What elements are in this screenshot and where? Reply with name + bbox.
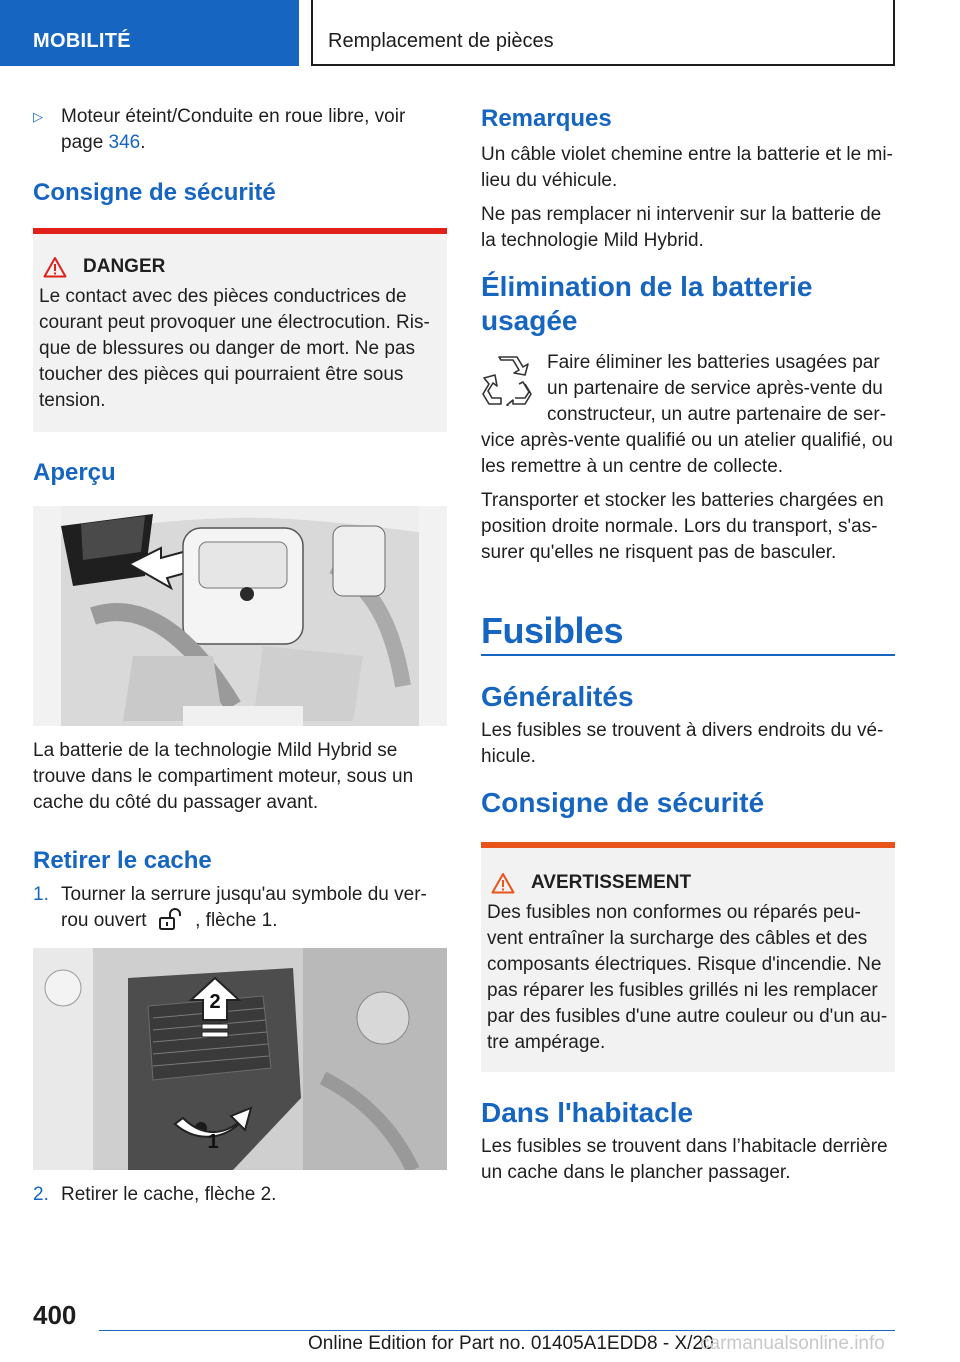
heading-rule	[481, 654, 895, 656]
danger-title-row	[39, 254, 441, 280]
step-number: 1.	[33, 884, 49, 905]
danger-box	[33, 228, 447, 432]
warning-title-row	[487, 870, 889, 896]
left-column	[33, 104, 447, 1208]
section-heading: Consigne de sécurité	[33, 179, 276, 206]
step-number: 2.	[33, 1184, 49, 1205]
footer-rule	[99, 1330, 895, 1331]
unlock-icon	[158, 908, 186, 930]
step-item: 1. Tourner la serrure jusqu'au symbole du ver-rou ouvert , flèche 1.	[33, 884, 427, 931]
disposal-paragraph: Faire éliminer les batteries usagées par un partenaire de service après-vente du constructeur, un autre partenaire de ser-	[547, 352, 887, 425]
engine-bay-photo	[33, 506, 447, 726]
right-column	[481, 104, 895, 1186]
cabin-text: Les fusibles se trouvent dans l’habitacle derrière un cache dans le plancher passager.	[481, 1136, 888, 1183]
disposal-paragraph: Transporter et stocker les batteries chargées en position droite normale. Lors du transport, s'as-surer qu'elles ne risquent pas de basculer.	[481, 490, 884, 563]
disposal-paragraph-cont: vice après-vente qualifié ou un atelier qualifié, ou les remettre à un centre de collecte.	[481, 430, 893, 477]
section-heading: Généralités	[481, 681, 634, 712]
warning-icon	[43, 256, 67, 278]
overview-text: La batterie de la technologie Mild Hybrid se trouve dans le compartiment moteur, sous un cache du côté du passager avant.	[33, 740, 414, 813]
page-link[interactable]: 346	[108, 132, 141, 153]
chapter-heading: Fusibles	[481, 610, 624, 651]
arrow-label-2: 2	[209, 991, 221, 1013]
remarks-paragraph: Un câble violet chemine entre la batterie et le mi-lieu du véhicule.	[481, 144, 893, 191]
section-heading: Élimination de la batterie usagée	[481, 271, 813, 336]
general-text: Les fusibles se trouvent à divers endroits du vé-hicule.	[481, 720, 884, 767]
warning-title: AVERTISSEMENT	[531, 872, 692, 893]
remarks-paragraph: Ne pas remplacer ni intervenir sur la batterie de la technologie Mild Hybrid.	[481, 204, 882, 251]
warning-box	[481, 842, 895, 1072]
section-heading: Consigne de sécurité	[481, 787, 765, 818]
danger-text: Le contact avec des pièces conductrices de courant peut provoquer une électrocution. Ris-que de blessures ou danger de mort. Ne pas toucher des pièces qui pourraient être sous tension.	[39, 286, 430, 411]
bullet-item: ▷ Moteur éteint/Conduite en roue libre, voir page 346.	[33, 106, 406, 153]
section-heading: Remarques	[481, 105, 612, 132]
chapter-title: Remplacement de pièces	[328, 30, 554, 52]
warning-text: Des fusibles non conformes ou réparés peu-vent entraîner la surcharge des câbles et des composants électriques. Risque d'incendie. Ne pas réparer les fusibles grillés ni les remplacer par des fusibles d'une autre couleur ou d'un au-tre ampérage.	[487, 902, 888, 1053]
section-heading: Dans l'habitacle	[481, 1097, 694, 1128]
arrow-label-1: 1	[207, 1131, 219, 1153]
warning-icon	[491, 872, 515, 894]
section-heading: Retirer le cache	[33, 847, 212, 874]
section-title: MOBILITÉ	[33, 30, 131, 52]
disposal-block	[481, 350, 895, 480]
page-number: 400	[33, 1300, 77, 1330]
recycle-icon	[481, 354, 533, 406]
edition-text: Online Edition for Part no. 01405A1EDD8 - X/20	[308, 1333, 714, 1354]
step-item: 2. Retirer le cache, flèche 2.	[33, 1182, 447, 1208]
section-heading: Aperçu	[33, 459, 116, 486]
chapter-tab	[311, 0, 895, 66]
cover-photo	[33, 948, 447, 1170]
watermark: carmanualsonline.info	[700, 1333, 885, 1354]
section-tab	[0, 0, 299, 66]
danger-title: DANGER	[83, 256, 166, 277]
triangle-outline-icon: ▷	[33, 109, 43, 124]
